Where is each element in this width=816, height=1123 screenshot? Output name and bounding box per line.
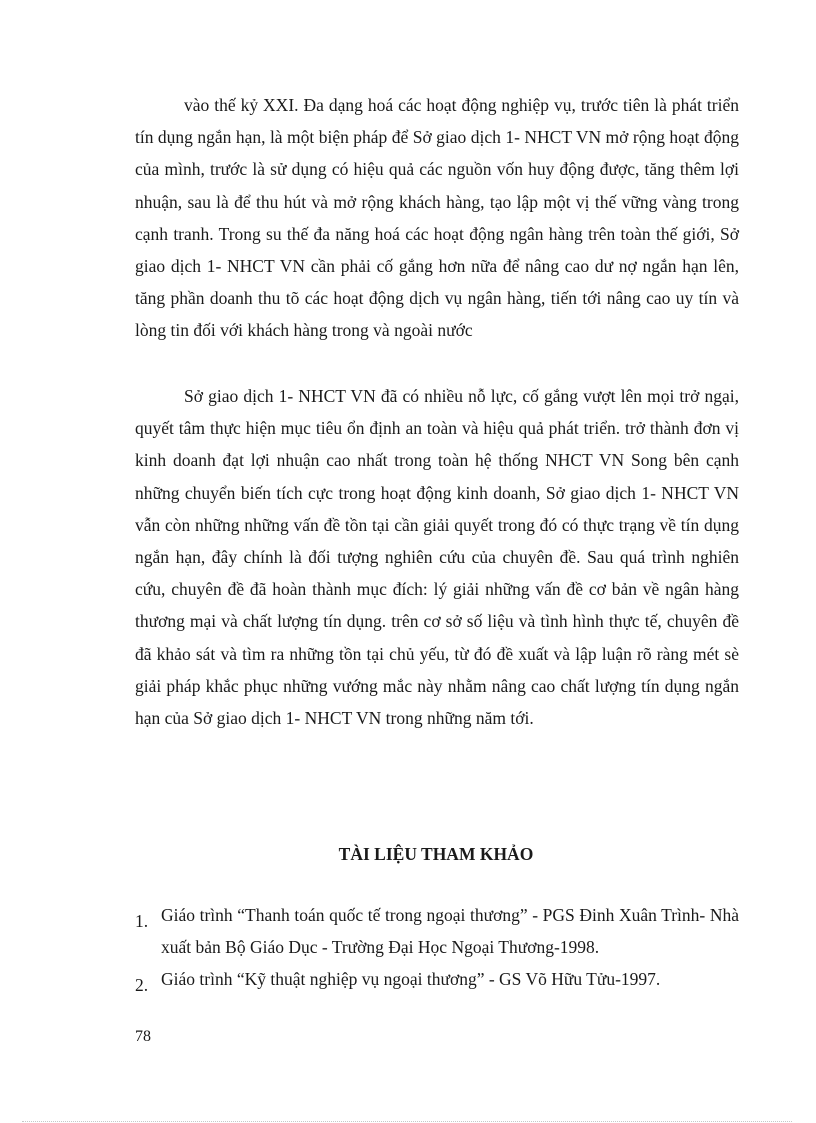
reference-number: 2.	[135, 975, 149, 995]
reference-text: Giáo trình “Thanh toán quốc tế trong ngoại thương” - PGS Đinh Xuân Trình- Nhà xuất bản Bộ Giáo Dục - Trường Đại Học Ngoại Thương-1998.	[161, 905, 739, 957]
references-list	[135, 899, 739, 995]
page-bottom-divider	[22, 1121, 792, 1122]
references-heading-text: TÀI LIỆU THAM KHẢO	[338, 844, 534, 864]
reference-text: Giáo trình “Kỹ thuật nghiệp vụ ngoại thương” - GS Võ Hữu Tửu-1997.	[161, 969, 661, 989]
references-heading	[135, 840, 739, 868]
reference-number: 1.	[135, 911, 149, 931]
page-number: 78	[135, 1028, 151, 1045]
body-paragraph-2: Sở giao dịch 1- NHCT VN đã có nhiều nỗ lực, cố gắng vượt lên mọi trở ngại, quyết tâm thực hiện mục tiêu ổn định an toàn và hiệu quả phát triển. trở thành đơn vị kinh doanh đạt lợi nhuận cao nhất trong toàn hệ thống NHCT VN Song bên cạnh những chuyển biến tích cực trong hoạt động kinh doanh, Sở giao dịch 1- NHCT VN vẫn còn những những vấn đề tồn tại cần giải quyết trong đó có thực trạng về tín dụng ngắn hạn, đây chính là đối tượng nghiên cứu của chuyên đề. Sau quá trình nghiên cứu, chuyên đề đã hoàn thành mục đích: lý giải những vấn đề cơ bản về ngân hàng thương mại và chất lượng tín dụng. trên cơ sở số liệu và tình hình thực tế, chuyên đề đã khảo sát và tìm ra những tồn tại chủ yếu, từ đó đề xuất và lập luận rõ ràng mét sè giải pháp khắc phục những vướng mắc này nhằm nâng cao chất lượng tín dụng ngắn hạn của Sở giao dịch 1- NHCT VN trong những năm tới.	[135, 386, 739, 729]
reference-item	[135, 899, 739, 963]
body-paragraph-1: vào thế kỷ XXI. Đa dạng hoá các hoạt động nghiệp vụ, trước tiên là phát triển tín dụng ngắn hạn, là một biện pháp để Sở giao dịch 1- NHCT VN mở rộng hoạt động của mình, trước là sử dụng có hiệu quả các nguồn vốn huy động được, tăng thêm lợi nhuận, sau là để thu hút và mở rộng khách hàng, tạo lập một vị thế vững vàng trong cạnh tranh. Trong su thế đa năng hoá các hoạt động ngân hàng trên toàn thế giới, Sở giao dịch 1- NHCT VN cần phải cố gắng hơn nữa để nâng cao dư nợ ngắn hạn lên, tăng phần doanh thu tõ các hoạt động dịch vụ ngân hàng, tiến tới nâng cao uy tín và lòng tin đối với khách hàng trong và ngoài nước	[135, 95, 739, 341]
reference-item	[135, 963, 739, 995]
